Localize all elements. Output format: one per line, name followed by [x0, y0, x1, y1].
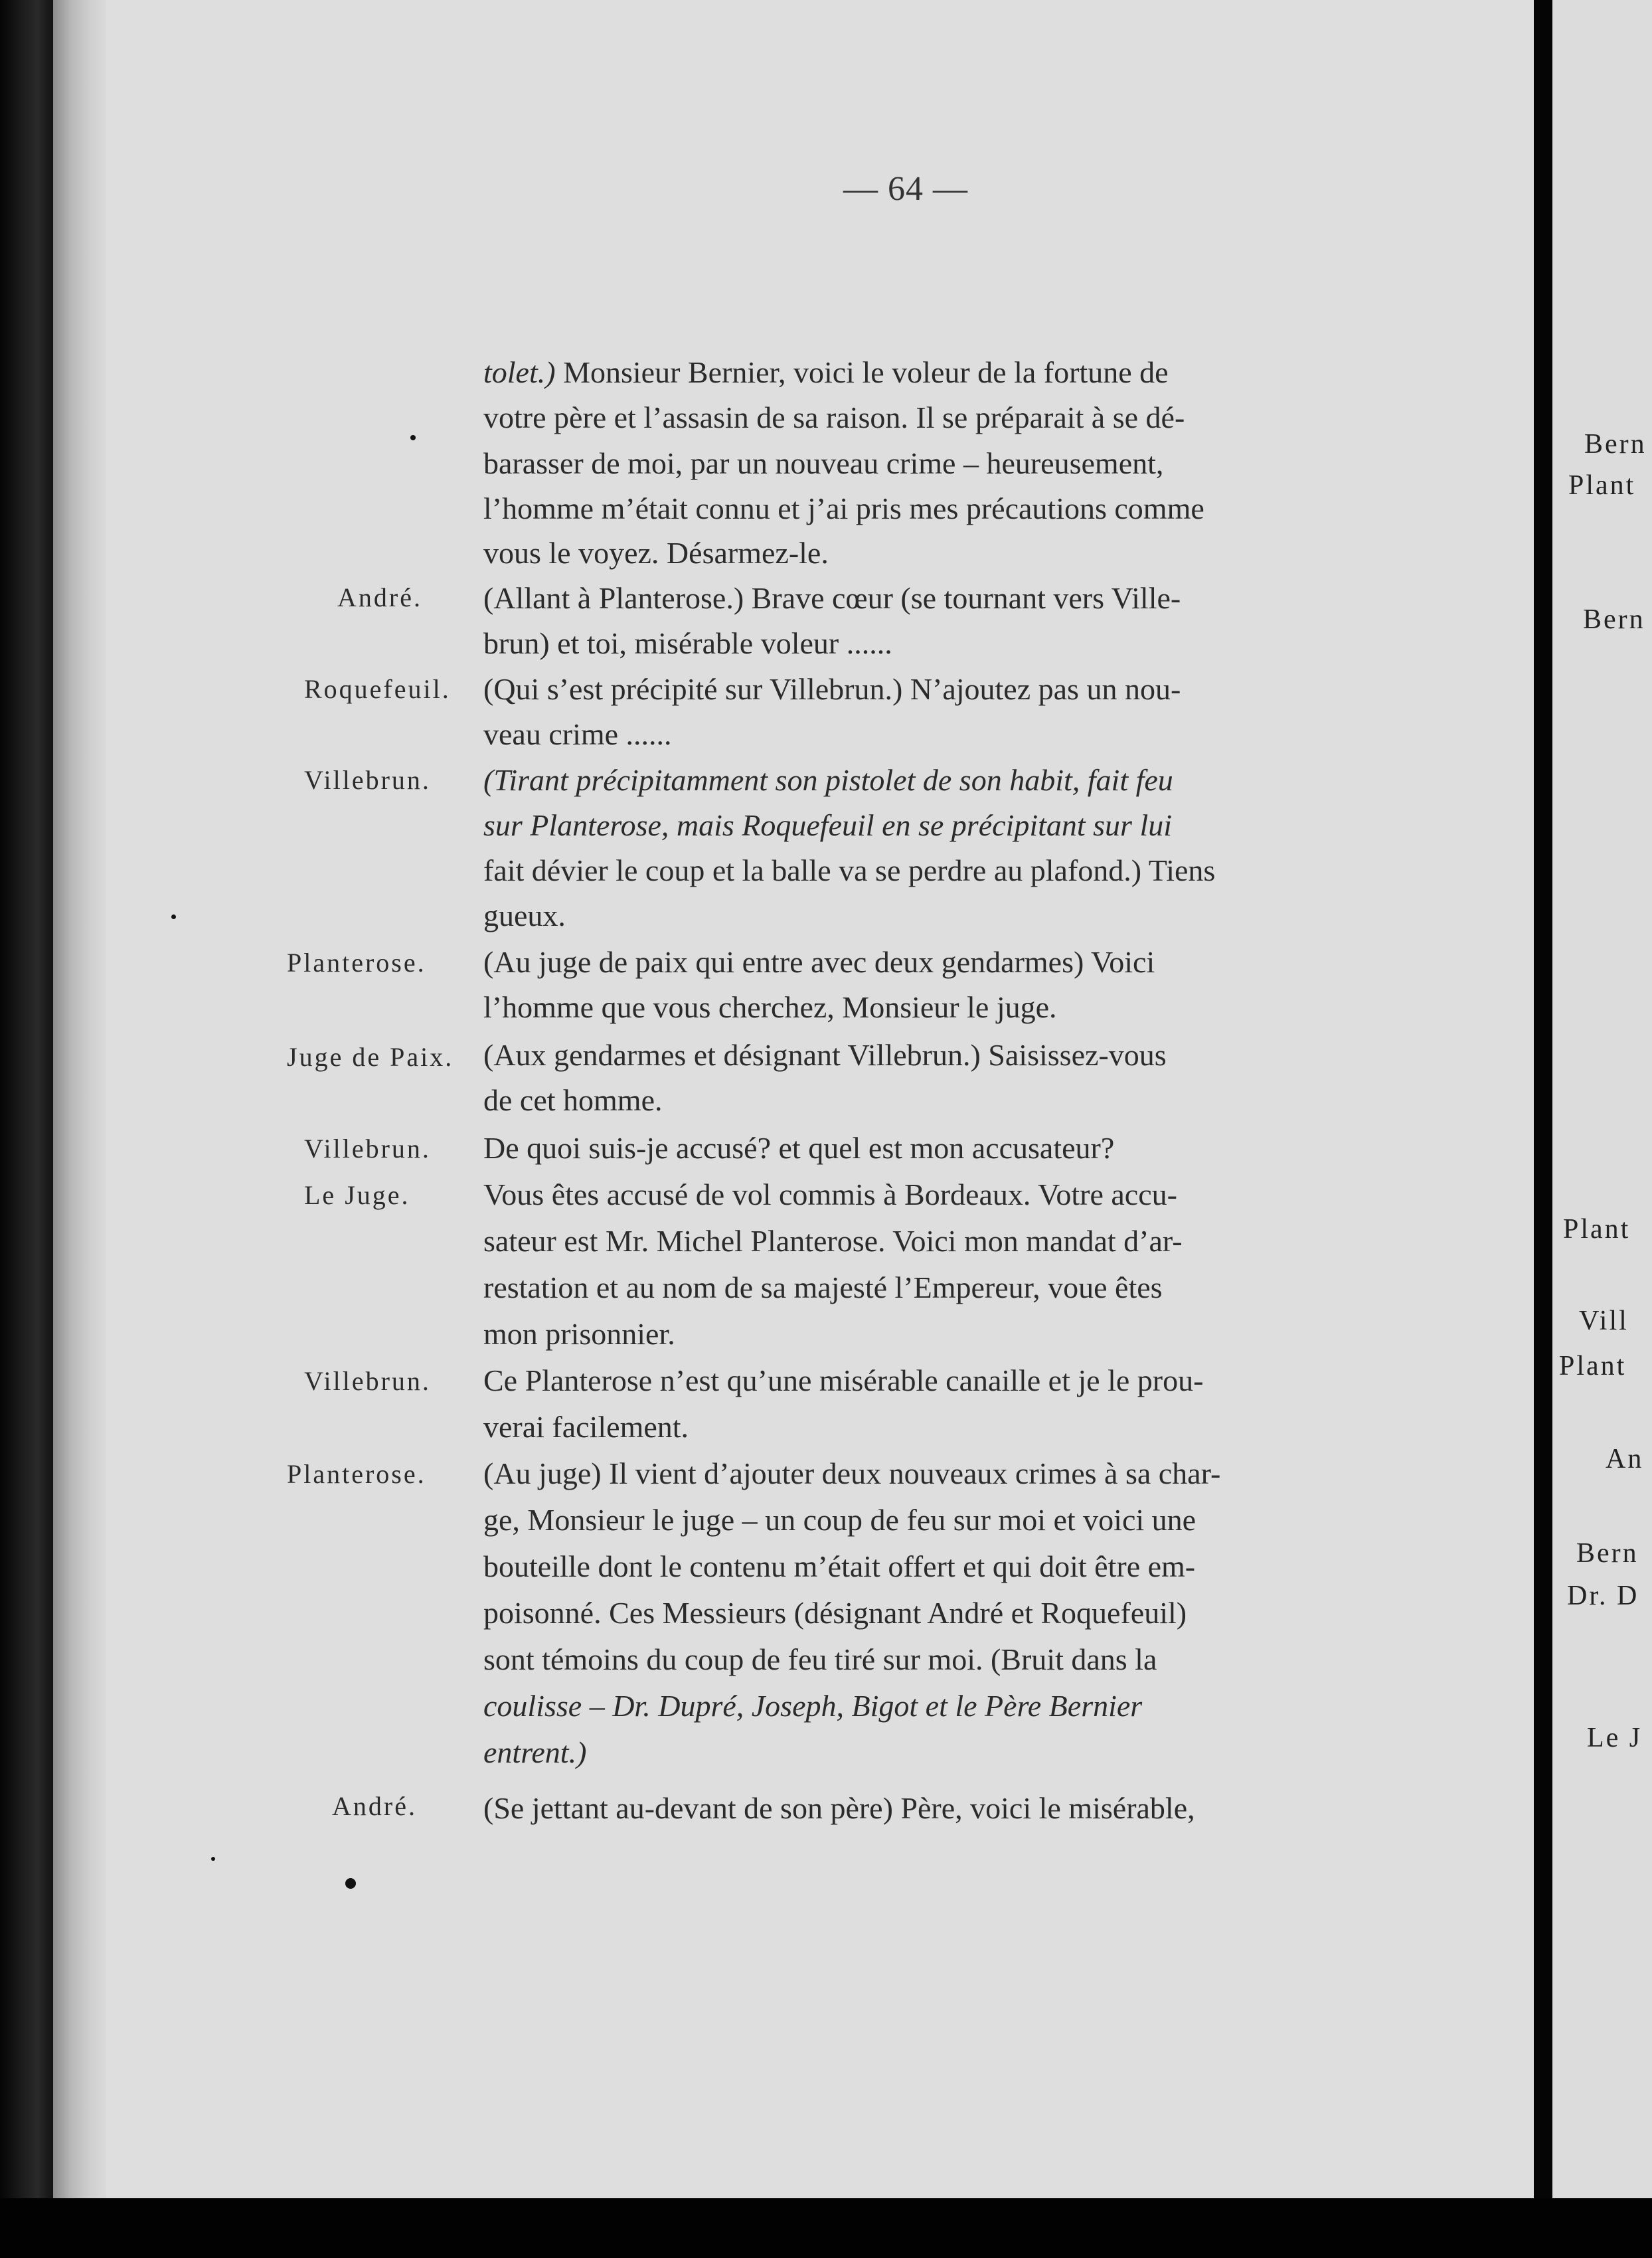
text-line: (Se jettant au-devant de son père) Père, voici le misérable,	[483, 1791, 1195, 1825]
text-line: entrent.)	[483, 1735, 587, 1769]
speaker-le-juge: Le Juge.	[304, 1180, 410, 1210]
ink-speck	[211, 1857, 215, 1861]
speaker-andre-1: André.	[337, 582, 422, 612]
text-line: coulisse – Dr. Dupré, Joseph, Bigot et le Père Bernier	[483, 1689, 1143, 1723]
text-line: fait dévier le coup et la balle va se perdre au plafond.) Tiens	[483, 853, 1216, 887]
speaker-roquefeuil: Roquefeuil.	[304, 674, 451, 704]
page-edge	[53, 0, 106, 2198]
text-line: barasser de moi, par un nouveau crime – heureusement,	[483, 446, 1164, 480]
text-line: Vous êtes accusé de vol commis à Bordeaux. Votre accu-	[483, 1177, 1177, 1211]
text-line: bouteille dont le contenu m’était offert et qui doit être em-	[483, 1549, 1196, 1583]
speaker-planterose-1: Planterose.	[287, 948, 426, 978]
text-line: (Qui s’est précipité sur Villebrun.) N’ajoutez pas un nou-	[483, 672, 1181, 706]
right-page-text: Bern	[1576, 1538, 1639, 1569]
right-page-text: Dr. D	[1567, 1581, 1639, 1611]
speaker-andre-2: André.	[332, 1791, 417, 1821]
text-line: (Tirant précipitamment son pistolet de son habit, fait feu	[483, 763, 1173, 797]
ink-speck	[410, 435, 416, 440]
right-page-text: Plant	[1559, 1351, 1627, 1381]
right-page-text: Plant	[1563, 1214, 1631, 1245]
text-line: votre père et l’assasin de sa raison. Il se préparait à se dé-	[483, 400, 1185, 434]
text-line: ge, Monsieur le juge – un coup de feu sur moi et voici une	[483, 1503, 1197, 1537]
speaker-villebrun-1: Villebrun.	[304, 765, 431, 795]
scan-bottom-border	[0, 2198, 1652, 2258]
text-line: (Aux gendarmes et désignant Villebrun.) Saisissez-vous	[483, 1038, 1167, 1072]
text-line: sateur est Mr. Michel Planterose. Voici mon mandat d’ar-	[483, 1224, 1183, 1258]
right-page-text: Vill	[1579, 1306, 1629, 1336]
right-page-text: Le J	[1587, 1723, 1643, 1753]
text-line: de cet homme.	[483, 1083, 663, 1117]
text-line: gueux.	[483, 899, 566, 932]
text-line: l’homme m’était connu et j’ai pris mes précautions comme	[483, 491, 1204, 525]
text-line: poisonné. Ces Messieurs (désignant André et Roquefeuil)	[483, 1596, 1187, 1630]
text-line: De quoi suis-je accusé? et quel est mon accusateur?	[483, 1131, 1115, 1165]
ink-speck	[171, 914, 176, 919]
right-page-text: Bern	[1583, 604, 1645, 635]
text-line: (Au juge de paix qui entre avec deux gendarmes) Voici	[483, 945, 1155, 979]
text-line: brun) et toi, misérable voleur ......	[483, 626, 892, 660]
speaker-villebrun-3: Villebrun.	[304, 1366, 431, 1396]
speaker-villebrun-2: Villebrun.	[304, 1134, 431, 1164]
text-line: veau crime ......	[483, 717, 672, 751]
text-line: mon prisonnier.	[483, 1317, 675, 1351]
text-line: (Allant à Planterose.) Brave cœur (se tournant vers Ville-	[483, 581, 1181, 615]
text-line: sur Planterose, mais Roquefeuil en se précipitant sur lui	[483, 808, 1173, 842]
text-line: l’homme que vous cherchez, Monsieur le juge.	[483, 990, 1057, 1024]
speaker-juge-de-paix: Juge de Paix.	[287, 1042, 454, 1072]
left-page	[106, 0, 1534, 2198]
text-line: sont témoins du coup de feu tiré sur moi. (Bruit dans la	[483, 1642, 1157, 1676]
right-page-text: An	[1606, 1444, 1644, 1474]
text-line: restation et au nom de sa majesté l’Empereur, voue êtes	[483, 1270, 1163, 1304]
right-page-text: Bern	[1584, 429, 1647, 460]
text-line: vous le voyez. Désarmez-le.	[483, 536, 829, 570]
book-spine-shadow	[0, 0, 53, 2198]
text-line: verai facilement.	[483, 1410, 689, 1444]
page-gutter	[1534, 0, 1552, 2198]
stage-direction: tolet.)	[483, 355, 556, 389]
page-number: — 64 —	[843, 170, 968, 208]
right-page-fragment	[1552, 0, 1652, 2198]
speaker-planterose-2: Planterose.	[287, 1459, 426, 1489]
text-line: (Au juge) Il vient d’ajouter deux nouveaux crimes à sa char-	[483, 1456, 1221, 1490]
text-line: Ce Planterose n’est qu’une misérable canaille et je le prou-	[483, 1363, 1204, 1397]
right-page-text: Plant	[1568, 470, 1636, 501]
text-line: tolet.) Monsieur Bernier, voici le voleur de la fortune de	[483, 355, 1169, 389]
ink-speck	[345, 1878, 356, 1889]
